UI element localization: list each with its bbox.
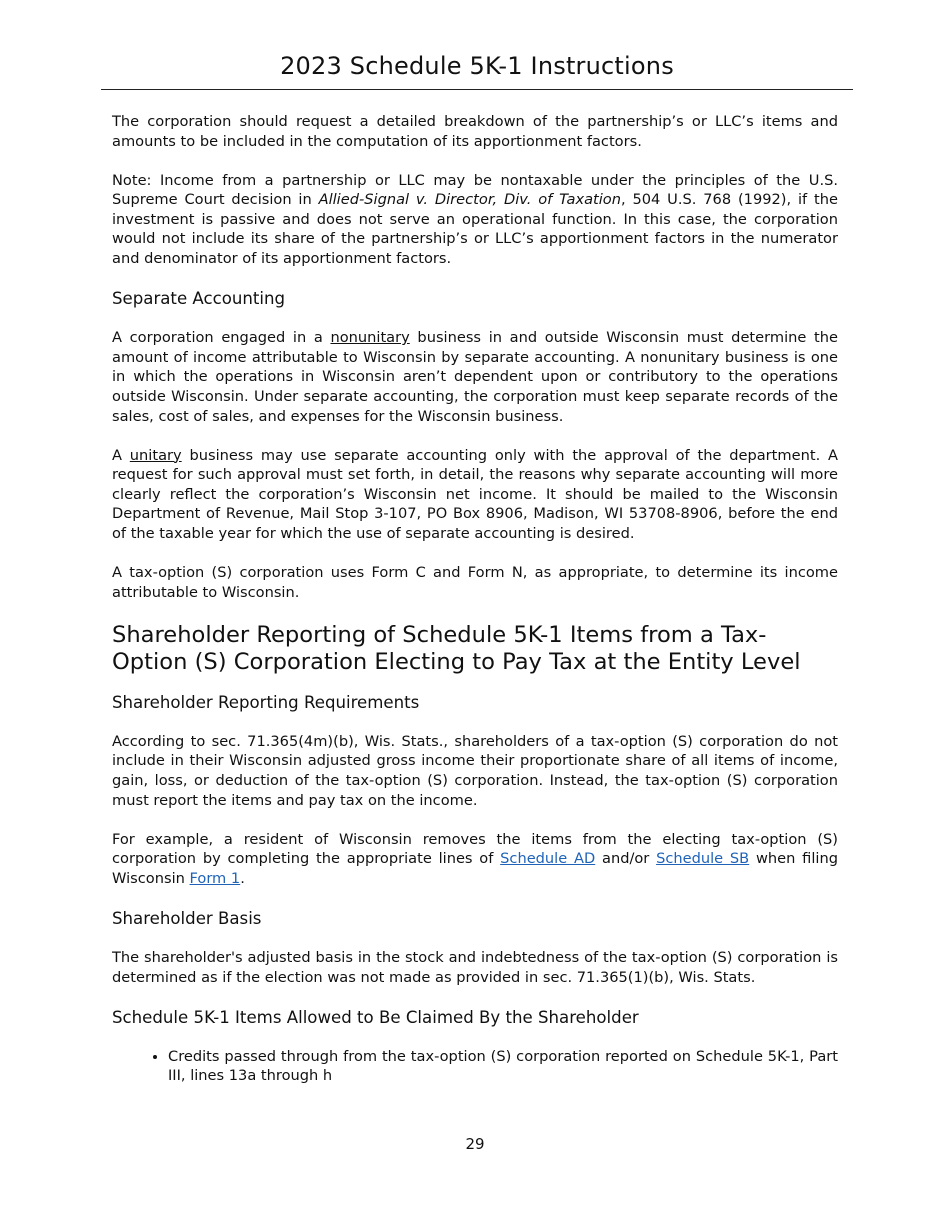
note-text-2: , 504 U.S. 768 (1992), if the investment is passive and does not serve an operational function. In this case, the corporation would not include its share of the partnership’s or LLC’s apportionment factors in the numerator and denominator of its apportionment factors.: [112, 191, 838, 268]
nonunitary-term: nonunitary: [330, 329, 410, 347]
example-text-4: .: [240, 869, 245, 887]
reporting-requirements-heading: Shareholder Reporting Requirements: [112, 692, 420, 712]
shareholder-reporting-section-heading: Shareholder Reporting of Schedule 5K-1 Items from a Tax-Option (S) Corporation Electing to Pay Tax at the Entity Level: [112, 621, 801, 675]
tax-option-paragraph: A tax-option (S) corporation uses Form C and Form N, as appropriate, to determine its income attributable to Wisconsin.: [112, 564, 838, 601]
note-paragraph: [112, 171, 838, 269]
unitary-text-2: business may use separate accounting only with the approval of the department. A request for such approval must set forth, in detail, the reasons why separate accounting will more clearly reflect the corporation’s Wisconsin net income. It should be mailed to the Wisconsin Department of Revenue, Mail Stop 3-107, PO Box 8906, Madison, WI 53708-8906, before the end of the taxable year for which the use of separate accounting is desired.: [112, 446, 838, 542]
unitary-paragraph: [112, 446, 838, 544]
nonunitary-text-2: business in and outside Wisconsin must determine the amount of income attributable to Wisconsin by separate accounting. A nonunitary business is one in which the operations in Wisconsin aren’t dependent upon or contributory to the operations outside Wisconsin. Under separate accounting, the corporation must keep separate records of the sales, cost of sales, and expenses for the Wisconsin business.: [112, 329, 838, 425]
basis-paragraph: The shareholder's adjusted basis in the stock and indebtedness of the tax-option (S) corporation is determined as if the election was not made as provided in sec. 71.365(1)(b), Wis. Stats.: [112, 948, 838, 986]
example-paragraph: [112, 830, 838, 889]
requirements-paragraph: According to sec. 71.365(4m)(b), Wis. Stats., shareholders of a tax-option (S) corporation do not include in their Wisconsin adjusted gross income their proportionate share of all items of income, gain, loss, or deduction of the tax-option (S) corporation. Instead, the tax-option (S) corporation must report the items and pay tax on the income.: [112, 732, 838, 809]
example-text-3: when filing Wisconsin: [112, 850, 838, 887]
breakdown-paragraph: The corporation should request a detailed breakdown of the partnership’s or LLC’s items and amounts to be included in the computation of its apportionment factors.: [112, 113, 838, 150]
schedule-ad-link[interactable]: Schedule AD: [500, 850, 596, 868]
example-text-2: and/or: [595, 850, 657, 868]
list-item: • Credits passed through from the tax-option (S) corporation reported on Schedule 5K-1, Part III, lines 13a through h: [168, 1047, 838, 1086]
note-text-1: Income from a partnership or LLC may be nontaxable under the principles of the U.S. Supreme Court decision in: [112, 171, 838, 209]
page-header-title: 2023 Schedule 5K-1 Instructions: [101, 52, 853, 90]
nonunitary-paragraph: [112, 328, 838, 426]
unitary-text-1: A: [112, 446, 130, 464]
case-name: Allied-Signal v. Director, Div. of Taxation: [318, 191, 621, 209]
shareholder-basis-heading: Shareholder Basis: [112, 908, 262, 928]
allowed-items-list: [112, 1047, 838, 1086]
schedule-sb-link[interactable]: Schedule SB: [656, 850, 750, 868]
document-body: [112, 112, 838, 1086]
allowed-items-heading: Schedule 5K-1 Items Allowed to Be Claimed By the Shareholder: [112, 1007, 639, 1027]
separate-accounting-heading: Separate Accounting: [112, 289, 286, 309]
nonunitary-text-1: A corporation engaged in a: [112, 329, 331, 347]
page-number: 29: [465, 1135, 485, 1153]
example-text-1: For example, a resident of Wisconsin removes the items from the electing tax-option (S) corporation by completing the appropriate lines of: [112, 830, 838, 868]
note-label: Note:: [112, 171, 152, 189]
form-1-link[interactable]: Form 1: [189, 869, 241, 887]
unitary-term: unitary: [129, 446, 182, 464]
